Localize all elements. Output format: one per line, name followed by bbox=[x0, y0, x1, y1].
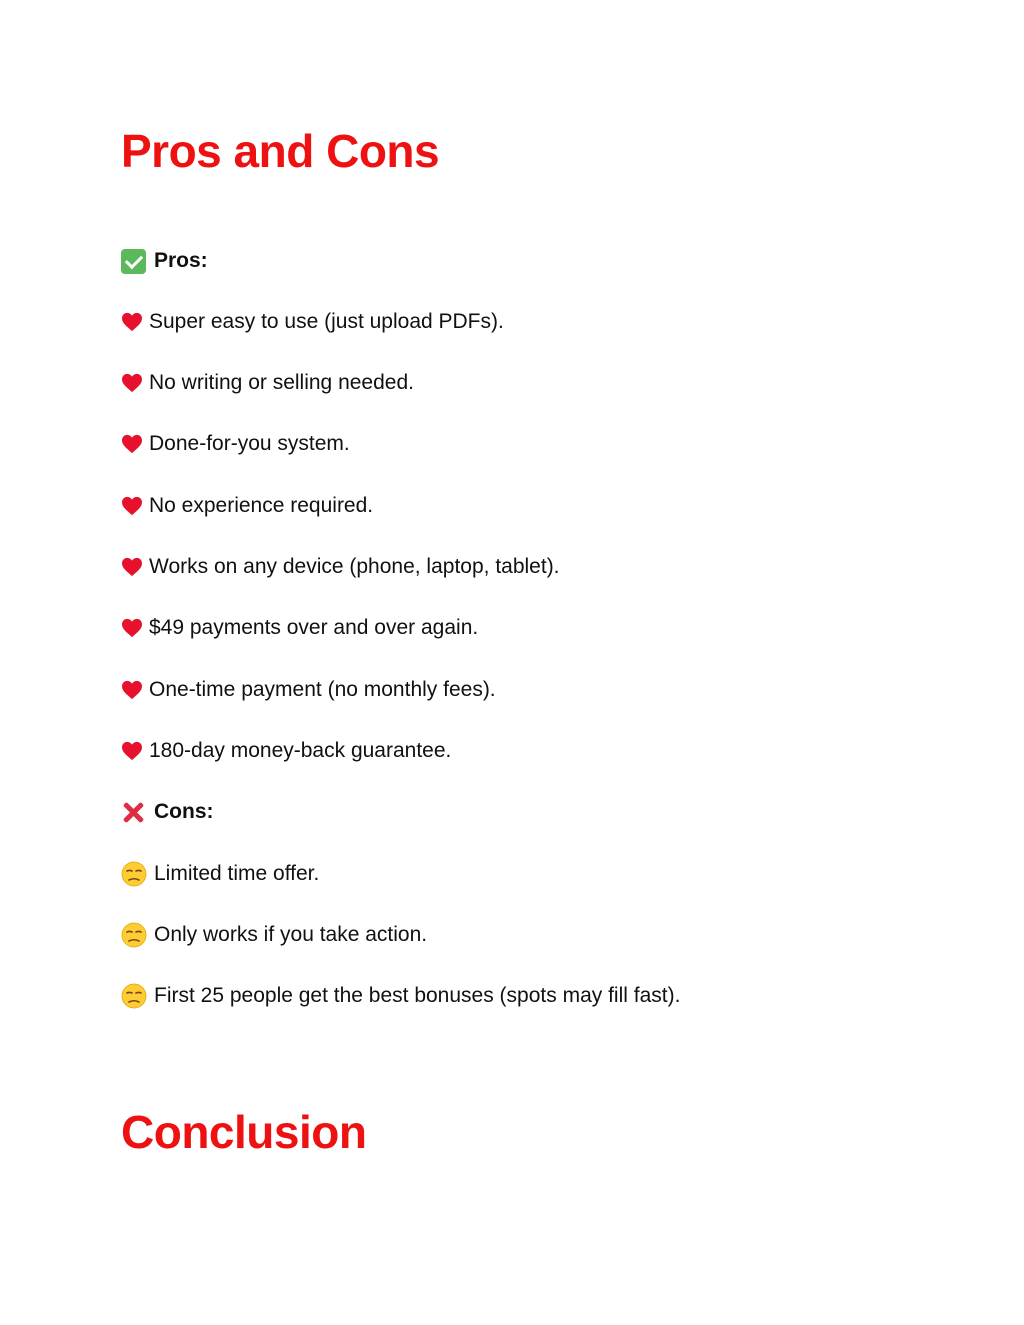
cons-item-text: Limited time offer. bbox=[154, 862, 320, 885]
pros-item-text: No writing or selling needed. bbox=[149, 371, 414, 394]
unamused-face-icon bbox=[121, 983, 147, 1009]
check-mark-icon bbox=[121, 249, 146, 274]
pros-item-text: 180-day money-back guarantee. bbox=[149, 739, 452, 762]
pros-and-cons-heading: Pros and Cons bbox=[121, 125, 440, 177]
cons-item-text: Only works if you take action. bbox=[154, 923, 428, 946]
pros-item-text: One-time payment (no monthly fees). bbox=[149, 678, 496, 701]
pros-list-item bbox=[121, 737, 451, 765]
heart-icon bbox=[121, 557, 143, 577]
cons-label: Cons: bbox=[154, 800, 214, 823]
pros-list-item bbox=[121, 492, 373, 520]
pros-list-item bbox=[121, 676, 496, 704]
heart-icon bbox=[121, 373, 143, 393]
heart-icon bbox=[121, 312, 143, 332]
cons-item-text: First 25 people get the best bonuses (spots may fill fast). bbox=[154, 984, 681, 1007]
pros-label: Pros: bbox=[154, 249, 208, 272]
pros-item-text: No experience required. bbox=[149, 494, 374, 517]
pros-list-item bbox=[121, 308, 504, 336]
conclusion-heading: Conclusion bbox=[121, 1106, 367, 1158]
pros-list-item bbox=[121, 430, 350, 458]
heart-icon bbox=[121, 741, 143, 761]
pros-list-item bbox=[121, 369, 414, 397]
pros-list-item bbox=[121, 553, 560, 581]
cons-subheading bbox=[121, 798, 214, 826]
heart-icon bbox=[121, 618, 143, 638]
pros-subheading bbox=[121, 247, 208, 275]
heart-icon bbox=[121, 680, 143, 700]
pros-list-item bbox=[121, 614, 478, 642]
pros-item-text: $49 payments over and over again. bbox=[149, 616, 479, 639]
pros-item-text: Done-for-you system. bbox=[149, 432, 350, 455]
unamused-face-icon bbox=[121, 922, 147, 948]
cons-list-item bbox=[121, 921, 427, 949]
unamused-face-icon bbox=[121, 861, 147, 887]
heart-icon bbox=[121, 496, 143, 516]
cons-list-item bbox=[121, 982, 680, 1010]
cross-mark-icon bbox=[121, 800, 146, 825]
heart-icon bbox=[121, 434, 143, 454]
pros-item-text: Works on any device (phone, laptop, tablet). bbox=[149, 555, 560, 578]
cons-list-item bbox=[121, 860, 319, 888]
pros-item-text: Super easy to use (just upload PDFs). bbox=[149, 310, 504, 333]
